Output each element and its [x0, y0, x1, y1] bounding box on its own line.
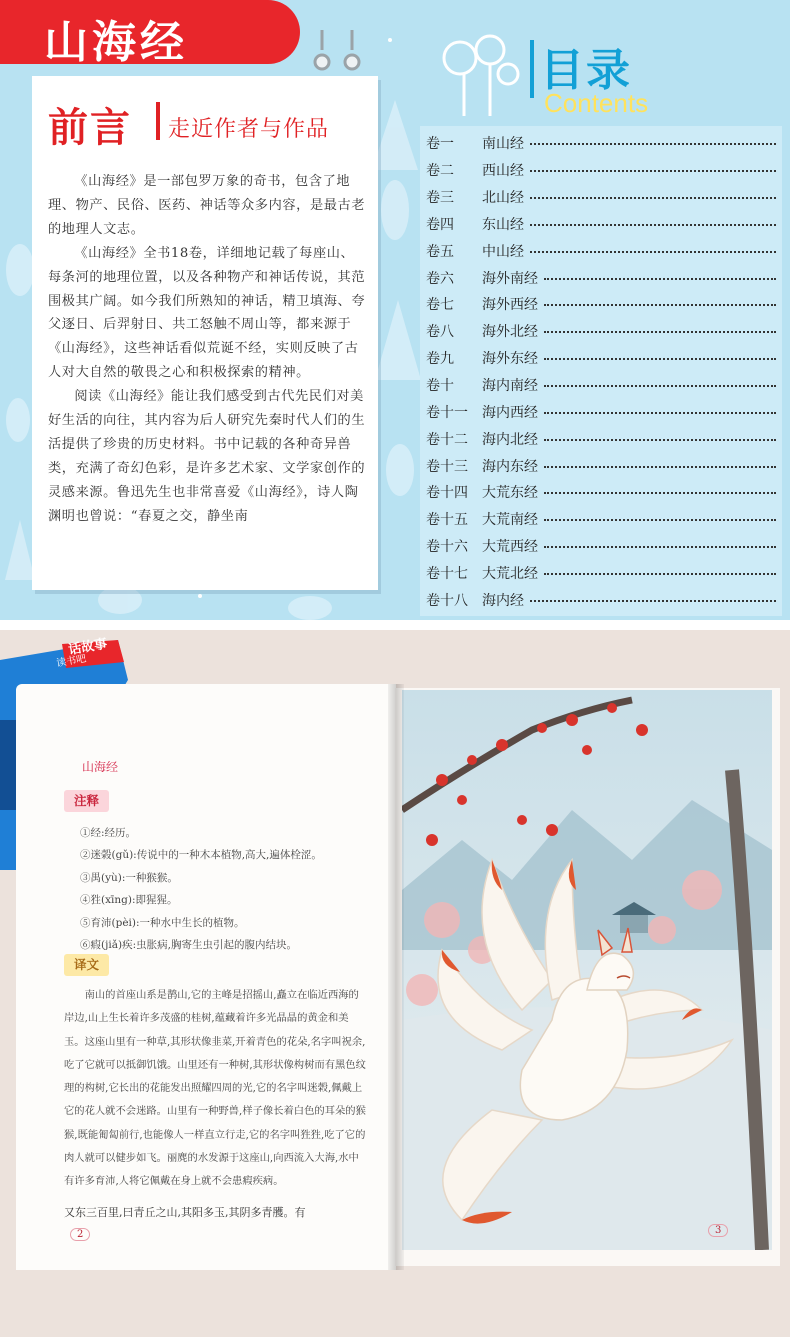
- book-title: 山海经: [44, 17, 188, 68]
- preface-subheading: 走近作者与作品: [168, 117, 330, 142]
- toc-item[interactable]: [426, 345, 776, 372]
- toc-divider: [530, 40, 534, 98]
- toc-item[interactable]: [426, 479, 776, 506]
- toc-leader: [544, 358, 776, 360]
- toc-volume: 卷十一: [426, 404, 468, 421]
- toc-leader: [530, 251, 776, 253]
- toc-title: 海外北经: [482, 324, 538, 341]
- note-item: ①经:经历。: [80, 827, 137, 839]
- toc-heading: 目录: [540, 45, 632, 96]
- toc-leader: [530, 600, 776, 602]
- toc-volume: 卷十: [426, 378, 454, 395]
- toc-volume: 卷一: [426, 136, 454, 153]
- toc-volume: 卷十三: [426, 458, 468, 475]
- toc-volume: 卷三: [426, 190, 454, 207]
- toc-item[interactable]: [426, 318, 776, 345]
- page-number-left: 2: [70, 1228, 90, 1241]
- toc-leader: [544, 519, 776, 521]
- preface-paragraph: 《山海经》是一部包罗万象的奇书，包含了地理、物产、民俗、医药、神话等众多内容，是最古老的地理人文志。: [48, 174, 366, 237]
- toc-volume: 卷八: [426, 324, 454, 341]
- toc-title: 中山经: [482, 243, 524, 260]
- toc-item[interactable]: [426, 157, 776, 184]
- note-item: ⑤育沛(pèi):一种水中生长的植物。: [80, 916, 245, 929]
- toc-leader: [544, 492, 776, 494]
- toc-item[interactable]: [426, 425, 776, 452]
- toc-leader: [544, 304, 776, 306]
- toc-title: 海外东经: [482, 351, 538, 368]
- toc-title: 海内经: [482, 592, 524, 609]
- toc-title: 大荒东经: [482, 485, 538, 502]
- toc-title: 东山经: [482, 216, 524, 233]
- toc-title: 西山经: [482, 163, 524, 180]
- toc-item[interactable]: [426, 237, 776, 264]
- toc-volume: 卷十四: [426, 485, 468, 502]
- tree-icon: [430, 28, 530, 118]
- toc-leader: [544, 466, 776, 468]
- toc-volume: 卷六: [426, 270, 454, 287]
- toc-item[interactable]: [426, 533, 776, 560]
- preface-heading: 前言: [48, 105, 132, 151]
- toc-title: 大荒西经: [482, 539, 538, 556]
- toc-item[interactable]: [426, 398, 776, 425]
- note-item: ⑥瘕(jiǎ)疾:虫胀病,胸寄生虫引起的腹内结块。: [80, 939, 297, 952]
- toc-title: 海内东经: [482, 458, 538, 475]
- toc-item[interactable]: [426, 130, 776, 157]
- toc-item[interactable]: [426, 452, 776, 479]
- toc-volume: 卷四: [426, 216, 454, 233]
- preface-divider: [156, 102, 160, 140]
- toc-volume: 卷五: [426, 243, 454, 260]
- side-cover-title: 话故事: [67, 636, 109, 659]
- toc-title: 南山经: [482, 136, 524, 153]
- toc-leader: [544, 385, 776, 387]
- toc-volume: 卷十五: [426, 512, 468, 529]
- toc-item[interactable]: [426, 586, 776, 613]
- toc-volume: 卷十七: [426, 565, 468, 582]
- page-number-right: 3: [708, 1224, 728, 1237]
- toc-item[interactable]: [426, 264, 776, 291]
- toc-title: 大荒南经: [482, 512, 538, 529]
- running-header: 山海经: [82, 760, 119, 774]
- side-cover-subtitle: 读书吧: [55, 653, 88, 670]
- toc-leader: [544, 278, 776, 280]
- toc-leader: [530, 197, 776, 199]
- translation-body: [64, 984, 366, 1194]
- toc-volume: 卷二: [426, 163, 454, 180]
- toc-leader: [544, 331, 776, 333]
- toc-item[interactable]: [426, 560, 776, 587]
- toc-title: 海内北经: [482, 431, 538, 448]
- toc-title: 海内西经: [482, 404, 538, 421]
- toc-title: 海外西经: [482, 297, 538, 314]
- toc-leader: [544, 412, 776, 414]
- note-item: ④狌(xīng):即猩猩。: [80, 894, 178, 907]
- nine-tailed-fox-illustration: [402, 690, 772, 1250]
- toc-leader: [530, 224, 776, 226]
- toc-title: 北山经: [482, 190, 524, 207]
- toc-title: 海外南经: [482, 270, 538, 287]
- toc-item[interactable]: [426, 211, 776, 238]
- preface-body: [48, 170, 366, 529]
- translation-paragraph: 南山的首座山系是鹊山,它的主峰是招摇山,矗立在临近西海的岸边,山上生长着许多茂盛的桂树,蕴藏着许多光晶晶的黄金和美玉。这座山里有一种草,其形状像韭菜,开着青色的花朵,名字叫祝余,吃了它就可以抵御饥饿。山里还有一种树,其形状像构树而有黑色纹理的构树,它长出的花能发出照耀四周的光,它的名字叫迷榖,佩戴上它的花人就不会迷路。山里有一种野兽,样子像长着白色的耳朵的猴猴,既能匍匐前行,也能像人一样直立行走,它的名字叫狌狌,吃了它的肉人就可以健步如飞。丽麂的水发源于这座山,向西流入大海,水中有许多育沛,人将它佩戴在身上就不会患瘕疾病。: [64, 989, 366, 1188]
- notes-list: [80, 822, 370, 956]
- toc-item[interactable]: [426, 506, 776, 533]
- note-item: ②迷榖(gǔ):传说中的一种木本植物,高大,遍体栓涩。: [80, 849, 322, 862]
- preface-paragraph: 阅读《山海经》能让我们感受到古代先民们对美好生活的向往，其内容为后人研究先秦时代人们的生活提供了珍贵的历史材料。书中记载的各种奇异兽类，充满了奇幻色彩，是许多艺术家、文学家创作的灵感来源。鲁迅先生也非常喜爱《山海经》，诗人陶渊明也曾说：“春夏之交，静坐南: [48, 389, 366, 524]
- toc-leader: [530, 170, 776, 172]
- toc-volume: 卷九: [426, 351, 454, 368]
- toc-item[interactable]: [426, 291, 776, 318]
- toc-volume: 卷七: [426, 297, 454, 314]
- toc-item[interactable]: [426, 372, 776, 399]
- toc-leader: [544, 573, 776, 575]
- toc-leader: [544, 439, 776, 441]
- notes-tag: 注释: [64, 790, 109, 812]
- toc-item[interactable]: [426, 184, 776, 211]
- toc-title: 海内南经: [482, 378, 538, 395]
- toc-list: [426, 130, 776, 613]
- toc-title: 大荒北经: [482, 565, 538, 582]
- toc-leader: [530, 143, 776, 145]
- toc-leader: [544, 546, 776, 548]
- toc-volume: 卷十八: [426, 592, 468, 609]
- book-spine: [388, 684, 404, 1270]
- toc-volume: 卷十六: [426, 539, 468, 556]
- toc-volume: 卷十二: [426, 431, 468, 448]
- toc-subheading: Contents: [544, 88, 649, 118]
- preface-paragraph: 《山海经》全书18卷，详细地记载了每座山、每条河的地理位置，以及各种物产和神话传说，其范围极其广阔。如今我们所熟知的神话，精卫填海、夸父逐日、后羿射日、共工怒触不周山等，都来源于《山海经》，这些神话看似荒诞不经，实则反映了古人对大自然的敬畏之心和积极探索的精神。: [48, 245, 366, 381]
- note-item: ③禺(yù):一种猴猴。: [80, 871, 178, 884]
- original-text-line: 又东三百里,曰青丘之山,其阳多玉,其阴多青雘。有: [64, 1206, 306, 1219]
- translation-tag: 译文: [64, 954, 109, 976]
